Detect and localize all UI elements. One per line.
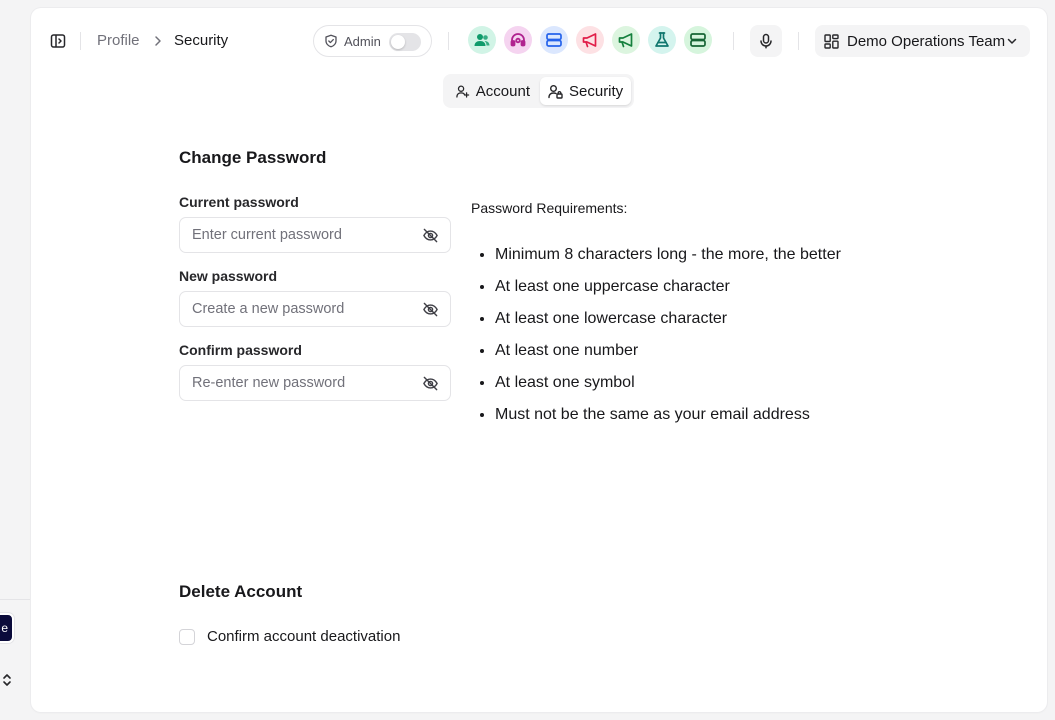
password-requirements-title: Password Requirements:	[471, 200, 628, 216]
chevron-right-icon	[151, 34, 165, 48]
app-lab[interactable]	[648, 26, 676, 54]
app-servers[interactable]	[540, 26, 568, 54]
tab-security[interactable]	[540, 77, 631, 105]
eye-off-icon[interactable]	[422, 227, 439, 244]
sidebar-action-button[interactable]	[0, 613, 14, 643]
user-icon	[456, 84, 470, 99]
sidebar-toggle-button[interactable]	[49, 32, 67, 50]
app-users[interactable]	[468, 26, 496, 54]
breadcrumb-profile-link[interactable]: Profile	[97, 32, 140, 49]
current-password-field	[179, 217, 451, 253]
admin-mode-toggle[interactable]	[313, 25, 432, 57]
voice-input-button[interactable]	[750, 25, 782, 57]
flask-icon	[653, 31, 671, 49]
sidebar-action-label: e	[1, 621, 8, 635]
confirm-password-field	[179, 365, 451, 401]
switch-knob	[391, 35, 405, 49]
panel-left-icon	[50, 33, 66, 49]
eye-off-icon[interactable]	[422, 375, 439, 392]
users-icon	[473, 31, 491, 49]
delete-account-title: Delete Account	[179, 582, 303, 601]
microphone-icon	[758, 33, 774, 49]
team-switcher[interactable]	[815, 25, 1030, 57]
server-icon	[689, 31, 707, 49]
new-password-field	[179, 291, 451, 327]
sidebar-divider	[0, 599, 31, 600]
header-divider	[733, 32, 734, 50]
current-password-input[interactable]	[192, 218, 412, 252]
breadcrumb-current: Security	[174, 32, 229, 49]
megaphone-icon	[581, 31, 599, 49]
tab-account-label: Account	[475, 82, 530, 100]
app-campaigns[interactable]	[576, 26, 604, 54]
top-header	[31, 8, 1047, 74]
confirm-password-label: Confirm password	[179, 342, 302, 358]
confirm-password-input[interactable]	[192, 366, 412, 400]
tab-security-label: Security	[569, 82, 624, 100]
requirement-item: • Must not be the same as your email address	[495, 404, 841, 436]
eye-off-icon[interactable]	[422, 301, 439, 318]
app-announcements[interactable]	[612, 26, 640, 54]
chevron-down-icon	[1005, 34, 1019, 48]
collapsed-sidebar	[0, 0, 31, 720]
app-infrastructure[interactable]	[684, 26, 712, 54]
tab-account[interactable]	[446, 77, 538, 105]
new-password-input[interactable]	[192, 292, 412, 326]
requirement-item: • At least one symbol	[495, 372, 841, 404]
profile-tabs	[443, 74, 634, 108]
admin-switch[interactable]	[389, 33, 421, 51]
requirement-item: • At least one number	[495, 340, 841, 372]
user-lock-icon	[548, 84, 563, 99]
shield-check-icon	[324, 34, 338, 48]
password-requirements-list	[495, 244, 841, 436]
header-divider	[448, 32, 449, 50]
admin-label: Admin	[344, 33, 381, 49]
confirm-deactivation-label[interactable]: Confirm account deactivation	[207, 628, 401, 645]
requirement-item: • Minimum 8 characters long - the more, the better	[495, 244, 841, 276]
requirement-item: • At least one lowercase character	[495, 308, 841, 340]
server-icon	[545, 31, 563, 49]
app-support[interactable]	[504, 26, 532, 54]
header-divider	[798, 32, 799, 50]
chevrons-up-down-icon[interactable]	[1, 672, 13, 688]
current-password-label: Current password	[179, 194, 299, 210]
dashboard-icon	[824, 34, 839, 49]
confirm-deactivation-checkbox[interactable]	[179, 629, 195, 645]
team-name: Demo Operations Team	[847, 32, 1006, 50]
main-panel	[31, 8, 1047, 712]
requirement-item: • At least one uppercase character	[495, 276, 841, 308]
change-password-title: Change Password	[179, 148, 327, 167]
headset-icon	[509, 31, 527, 49]
megaphone-icon	[617, 31, 635, 49]
header-divider	[80, 32, 81, 50]
new-password-label: New password	[179, 268, 278, 284]
